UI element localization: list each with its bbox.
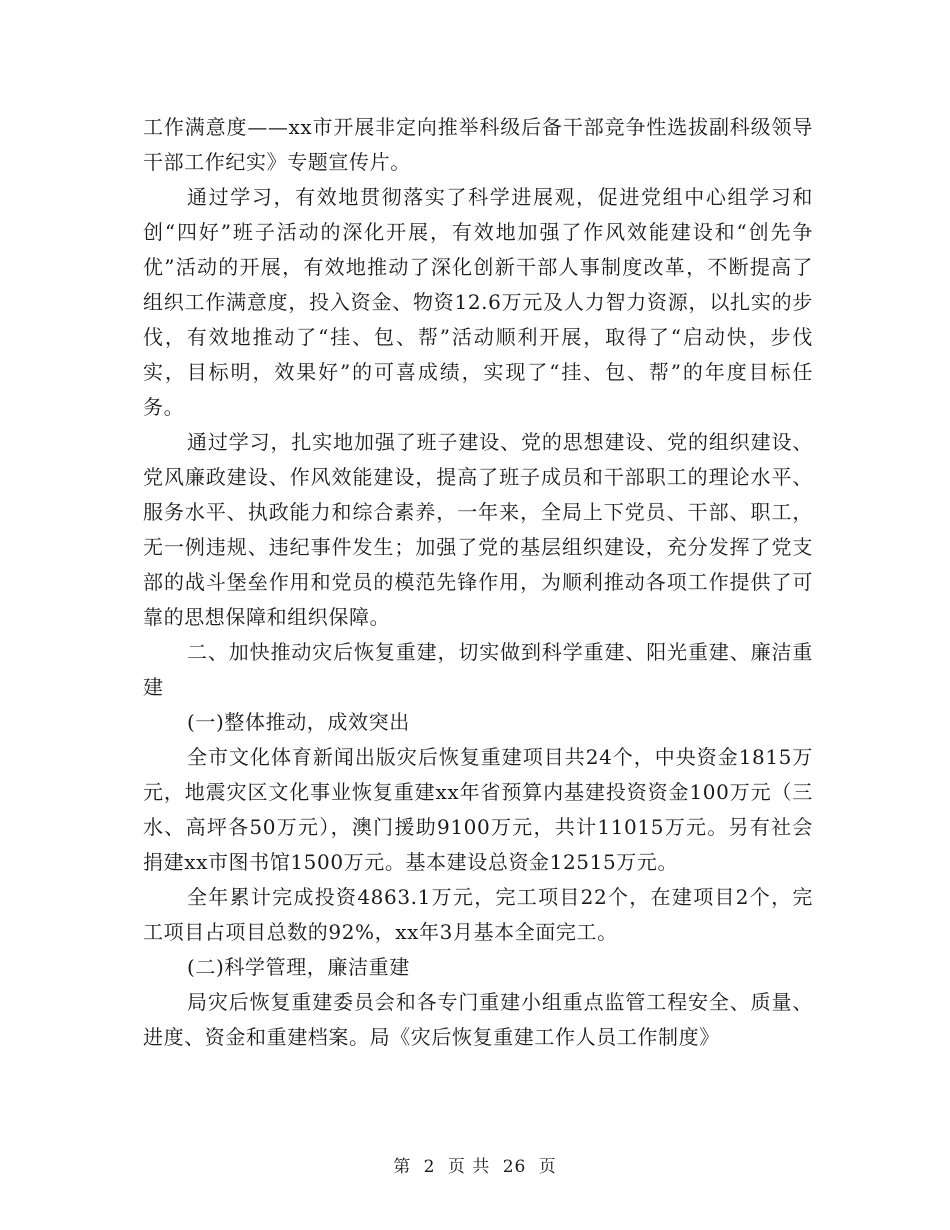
footer-middle: 页 共 [447,1157,491,1177]
paragraph-study-effect-1: 通过学习，有效地贯彻落实了科学进展观，促进党组中心组学习和创“四好”班子活动的深化开展，有效地加强了作风效能建设和“创先争优”活动的开展，有效地推动了深化创新干部人事制度改革，不断提高了组织工作满意度，投入资金、物资12.6万元及人力智力资源，以扎实的步伐，有效地推动了“挂、包、帮”活动顺利开展，取得了“启动快，步伐实，目标明，效果好”的可喜成绩，实现了“挂、包、帮”的年度目标任务。 [143,185,813,419]
footer-suffix: 页 [538,1157,557,1177]
subsection-heading-1: (一)整体推动，成效突出 [187,710,410,734]
footer-page-number: 2 [423,1157,436,1177]
paragraph-supervision: 局灾后恢复重建委员会和各专门重建小组重点监管工程安全、质量、进度、资金和重建档案。局《灾后恢复重建工作人员工作制度》 [143,990,813,1049]
paragraph-continuation: 工作满意度——xx市开展非定向推举科级后备干部竞争性选拔副科级领导干部工作纪实》专题宣传片。 [143,115,813,174]
paragraph-projects-funding: 全市文化体育新闻出版灾后恢复重建项目共24个，中央资金1815万元，地震灾区文化事业恢复重建xx年省预算内基建投资资金100万元（三水、高坪各50万元），澳门援助9100万元，共计11015万元。另有社会捐建xx市图书馆1500万元。基本建设总资金12515万元。 [143,745,813,874]
paragraph-study-effect-2: 通过学习，扎实地加强了班子建设、党的思想建设、党的组织建设、党风廉政建设、作风效能建设，提高了班子成员和干部职工的理论水平、服务水平、执政能力和综合素养，一年来，全局上下党员、干部、职工，无一例违规、违纪事件发生；加强了党的基层组织建设，充分发挥了党支部的战斗堡垒作用和党员的模范先锋作用，为顺利推动各项工作提供了可靠的思想保障和组织保障。 [143,430,813,629]
footer-prefix: 第 [393,1157,412,1177]
page-footer [0,1152,950,1177]
subsection-heading-2: (二)科学管理，廉洁重建 [187,955,410,979]
paragraph-investment-progress: 全年累计完成投资4863.1万元，完工项目22个，在建项目2个，完工项目占项目总数的92%，xx年3月基本全面完工。 [143,885,813,944]
document-body [143,110,813,1055]
section-heading-reconstruction: 二、加快推动灾后恢复重建，切实做到科学重建、阳光重建、廉洁重建 [143,640,813,699]
footer-total-pages: 26 [502,1157,527,1177]
